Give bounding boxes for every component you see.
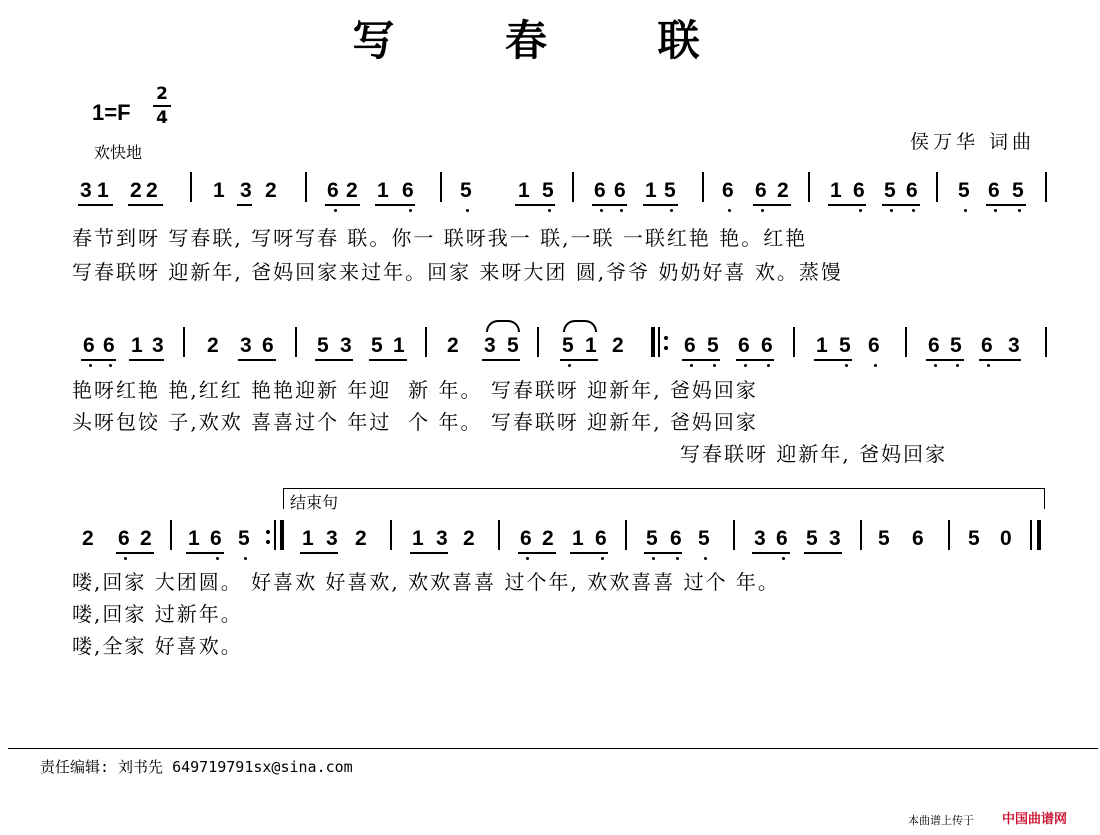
beam-underline xyxy=(116,552,154,554)
octave-dot xyxy=(890,209,893,212)
note: 2 xyxy=(346,179,358,202)
note: 5 xyxy=(878,527,890,550)
note: 1 xyxy=(97,179,109,202)
octave-dot xyxy=(601,557,604,560)
key-signature: 1=F xyxy=(92,100,131,125)
note: 5 xyxy=(371,334,383,357)
barline xyxy=(280,520,284,550)
octave-dot xyxy=(670,209,673,212)
beam-underline xyxy=(828,204,866,206)
octave-dot xyxy=(124,557,127,560)
note: 6 xyxy=(210,527,222,550)
note: 2 xyxy=(146,179,158,202)
beam-underline xyxy=(129,359,164,361)
octave-dot xyxy=(964,209,967,212)
beam-underline xyxy=(315,359,353,361)
beam-underline xyxy=(592,204,627,206)
barline xyxy=(1030,520,1032,550)
barline xyxy=(190,172,192,202)
barline xyxy=(295,327,297,357)
note: 2 xyxy=(463,527,475,550)
note: 1 xyxy=(188,527,200,550)
note: 5 xyxy=(460,179,472,202)
note: 6 xyxy=(912,527,924,550)
note: 6 xyxy=(738,334,750,357)
note: 1 xyxy=(572,527,584,550)
octave-dot xyxy=(109,364,112,367)
note: 5 xyxy=(507,334,519,357)
note: 6 xyxy=(594,179,606,202)
lyric-row2-verse1: 艳呀红艳 艳,红红 艳艳迎新 年迎 新 年。 写春联呀 迎新年, 爸妈回家 xyxy=(72,378,758,402)
note: 6 xyxy=(853,179,865,202)
octave-dot xyxy=(266,530,270,534)
octave-dot xyxy=(89,364,92,367)
note: 2 xyxy=(82,527,94,550)
beam-underline xyxy=(515,204,555,206)
note: 3 xyxy=(80,179,92,202)
note: 3 xyxy=(1008,334,1020,357)
note: 6 xyxy=(595,527,607,550)
beam-underline xyxy=(882,204,920,206)
note: 0 xyxy=(1000,527,1012,550)
note: 3 xyxy=(240,179,252,202)
author-credit: 侯万华 词曲 xyxy=(910,131,1036,153)
note: 2 xyxy=(355,527,367,550)
note: 6 xyxy=(670,527,682,550)
barline xyxy=(948,520,950,550)
note: 2 xyxy=(542,527,554,550)
beam-underline xyxy=(986,204,1026,206)
beam-underline xyxy=(570,552,608,554)
note: 5 xyxy=(958,179,970,202)
note: 6 xyxy=(755,179,767,202)
octave-dot xyxy=(409,209,412,212)
note: 5 xyxy=(968,527,980,550)
lyric-row3-verse1: 喽,回家 大团圆。 好喜欢 好喜欢, 欢欢喜喜 过个年, 欢欢喜喜 过个 年。 xyxy=(72,570,780,594)
note: 5 xyxy=(664,179,676,202)
barline xyxy=(733,520,735,550)
barline xyxy=(651,327,655,357)
note: 5 xyxy=(562,334,574,357)
note: 6 xyxy=(103,334,115,357)
barline xyxy=(305,172,307,202)
note: 6 xyxy=(83,334,95,357)
note: 5 xyxy=(542,179,554,202)
octave-dot xyxy=(874,364,877,367)
note: 5 xyxy=(646,527,658,550)
note: 2 xyxy=(130,179,142,202)
beam-underline xyxy=(410,552,448,554)
octave-dot xyxy=(466,209,469,212)
note: 5 xyxy=(806,527,818,550)
note: 1 xyxy=(302,527,314,550)
note: 1 xyxy=(377,179,389,202)
barline xyxy=(860,520,862,550)
octave-dot xyxy=(334,209,337,212)
note: 1 xyxy=(393,334,405,357)
slur xyxy=(563,320,597,332)
lyric-row2-verse2: 头呀包饺 子,欢欢 喜喜过个 年过 个 年。 写春联呀 迎新年, 爸妈回家 xyxy=(72,410,758,434)
beam-underline xyxy=(752,552,790,554)
note: 1 xyxy=(585,334,597,357)
song-title: 写 春 联 xyxy=(352,16,748,65)
note: 6 xyxy=(520,527,532,550)
note: 6 xyxy=(614,179,626,202)
note: 2 xyxy=(265,179,277,202)
octave-dot xyxy=(664,346,668,350)
note: 3 xyxy=(152,334,164,357)
beam-underline xyxy=(186,552,224,554)
beam-underline xyxy=(926,359,964,361)
beam-underline xyxy=(736,359,774,361)
note: 1 xyxy=(830,179,842,202)
barline xyxy=(498,520,500,550)
note: 5 xyxy=(884,179,896,202)
note: 2 xyxy=(612,334,624,357)
note: 2 xyxy=(447,334,459,357)
octave-dot xyxy=(664,336,668,340)
barline xyxy=(170,520,172,550)
octave-dot xyxy=(728,209,731,212)
beam-underline xyxy=(753,204,791,206)
note: 3 xyxy=(240,334,252,357)
note: 5 xyxy=(707,334,719,357)
note: 1 xyxy=(131,334,143,357)
slur xyxy=(486,320,520,332)
barline xyxy=(390,520,392,550)
beam-underline xyxy=(300,552,338,554)
octave-dot xyxy=(266,540,270,544)
octave-dot xyxy=(713,364,716,367)
note: 3 xyxy=(340,334,352,357)
note: 6 xyxy=(402,179,414,202)
beam-underline xyxy=(682,359,720,361)
beam-underline xyxy=(804,552,842,554)
note: 1 xyxy=(213,179,225,202)
ending-label: 结束句 xyxy=(290,493,339,512)
footer-divider xyxy=(8,748,1098,749)
barline xyxy=(183,327,185,357)
octave-dot xyxy=(568,364,571,367)
octave-dot xyxy=(987,364,990,367)
note: 6 xyxy=(776,527,788,550)
barline xyxy=(425,327,427,357)
octave-dot xyxy=(994,209,997,212)
tempo-marking: 欢快地 xyxy=(94,143,143,162)
beam-underline xyxy=(375,204,415,206)
octave-dot xyxy=(744,364,747,367)
octave-dot xyxy=(600,209,603,212)
octave-dot xyxy=(845,364,848,367)
octave-dot xyxy=(956,364,959,367)
barline xyxy=(274,520,276,550)
beam-underline xyxy=(81,359,116,361)
note: 5 xyxy=(698,527,710,550)
octave-dot xyxy=(761,209,764,212)
note: 3 xyxy=(484,334,496,357)
beam-underline xyxy=(518,552,556,554)
octave-dot xyxy=(934,364,937,367)
note: 3 xyxy=(829,527,841,550)
barline xyxy=(572,172,574,202)
note: 6 xyxy=(722,179,734,202)
note: 6 xyxy=(906,179,918,202)
beam-underline xyxy=(814,359,852,361)
note: 1 xyxy=(645,179,657,202)
barline xyxy=(537,327,539,357)
note: 6 xyxy=(761,334,773,357)
site-logo: 中国曲谱网 xyxy=(1002,812,1068,827)
lyric-row1-verse2: 写春联呀 迎新年, 爸妈回家来过年。回家 来呀大团 圆,爷爷 奶奶好喜 欢。蒸馒 xyxy=(72,260,843,284)
note: 6 xyxy=(928,334,940,357)
note: 5 xyxy=(238,527,250,550)
octave-dot xyxy=(767,364,770,367)
note: 6 xyxy=(988,179,1000,202)
beam-underline xyxy=(238,359,276,361)
octave-dot xyxy=(676,557,679,560)
octave-dot xyxy=(620,209,623,212)
note: 5 xyxy=(317,334,329,357)
lyric-row1-verse1: 春节到呀 写春联, 写呀写春 联。你一 联呀我一 联,一联 一联红艳 艳。红艳 xyxy=(72,226,808,250)
octave-dot xyxy=(244,557,247,560)
beam-underline xyxy=(369,359,407,361)
upload-note: 本曲谱上传于 xyxy=(908,814,974,827)
barline xyxy=(1037,520,1041,550)
note: 1 xyxy=(816,334,828,357)
octave-dot xyxy=(1018,209,1021,212)
beam-underline xyxy=(128,204,163,206)
note: 3 xyxy=(436,527,448,550)
barline xyxy=(658,327,660,357)
barline xyxy=(793,327,795,357)
note: 5 xyxy=(839,334,851,357)
octave-dot xyxy=(548,209,551,212)
note: 6 xyxy=(684,334,696,357)
time-signature: 2 4 xyxy=(150,84,174,128)
note: 3 xyxy=(754,527,766,550)
barline xyxy=(808,172,810,202)
octave-dot xyxy=(526,557,529,560)
ending-bracket xyxy=(283,488,1045,509)
beam-underline xyxy=(644,552,682,554)
lyric-row3-verse2: 喽,回家 过新年。 xyxy=(72,602,243,626)
note: 5 xyxy=(950,334,962,357)
editor-credit: 责任编辑: 刘书先 649719791sx@sina.com xyxy=(40,758,353,776)
barline xyxy=(1045,327,1047,357)
beam-underline xyxy=(78,204,113,206)
lyric-row3-verse3: 喽,全家 好喜欢。 xyxy=(72,634,243,658)
note: 6 xyxy=(868,334,880,357)
barline xyxy=(905,327,907,357)
beam-underline xyxy=(237,204,252,206)
barline xyxy=(1045,172,1047,202)
beam-underline xyxy=(482,359,520,361)
barline xyxy=(440,172,442,202)
note: 2 xyxy=(207,334,219,357)
octave-dot xyxy=(216,557,219,560)
beam-underline xyxy=(979,359,1021,361)
barline xyxy=(625,520,627,550)
note: 6 xyxy=(118,527,130,550)
octave-dot xyxy=(912,209,915,212)
note: 3 xyxy=(326,527,338,550)
beam-underline xyxy=(643,204,678,206)
beam-underline xyxy=(560,359,598,361)
octave-dot xyxy=(652,557,655,560)
octave-dot xyxy=(704,557,707,560)
note: 1 xyxy=(412,527,424,550)
note: 6 xyxy=(981,334,993,357)
note: 6 xyxy=(327,179,339,202)
lyric-row2-verse3: 写春联呀 迎新年, 爸妈回家 xyxy=(680,442,948,466)
beam-underline xyxy=(325,204,360,206)
octave-dot xyxy=(859,209,862,212)
note: 2 xyxy=(140,527,152,550)
note: 5 xyxy=(1012,179,1024,202)
note: 2 xyxy=(777,179,789,202)
octave-dot xyxy=(782,557,785,560)
barline xyxy=(936,172,938,202)
octave-dot xyxy=(690,364,693,367)
note: 1 xyxy=(518,179,530,202)
note: 6 xyxy=(262,334,274,357)
barline xyxy=(702,172,704,202)
